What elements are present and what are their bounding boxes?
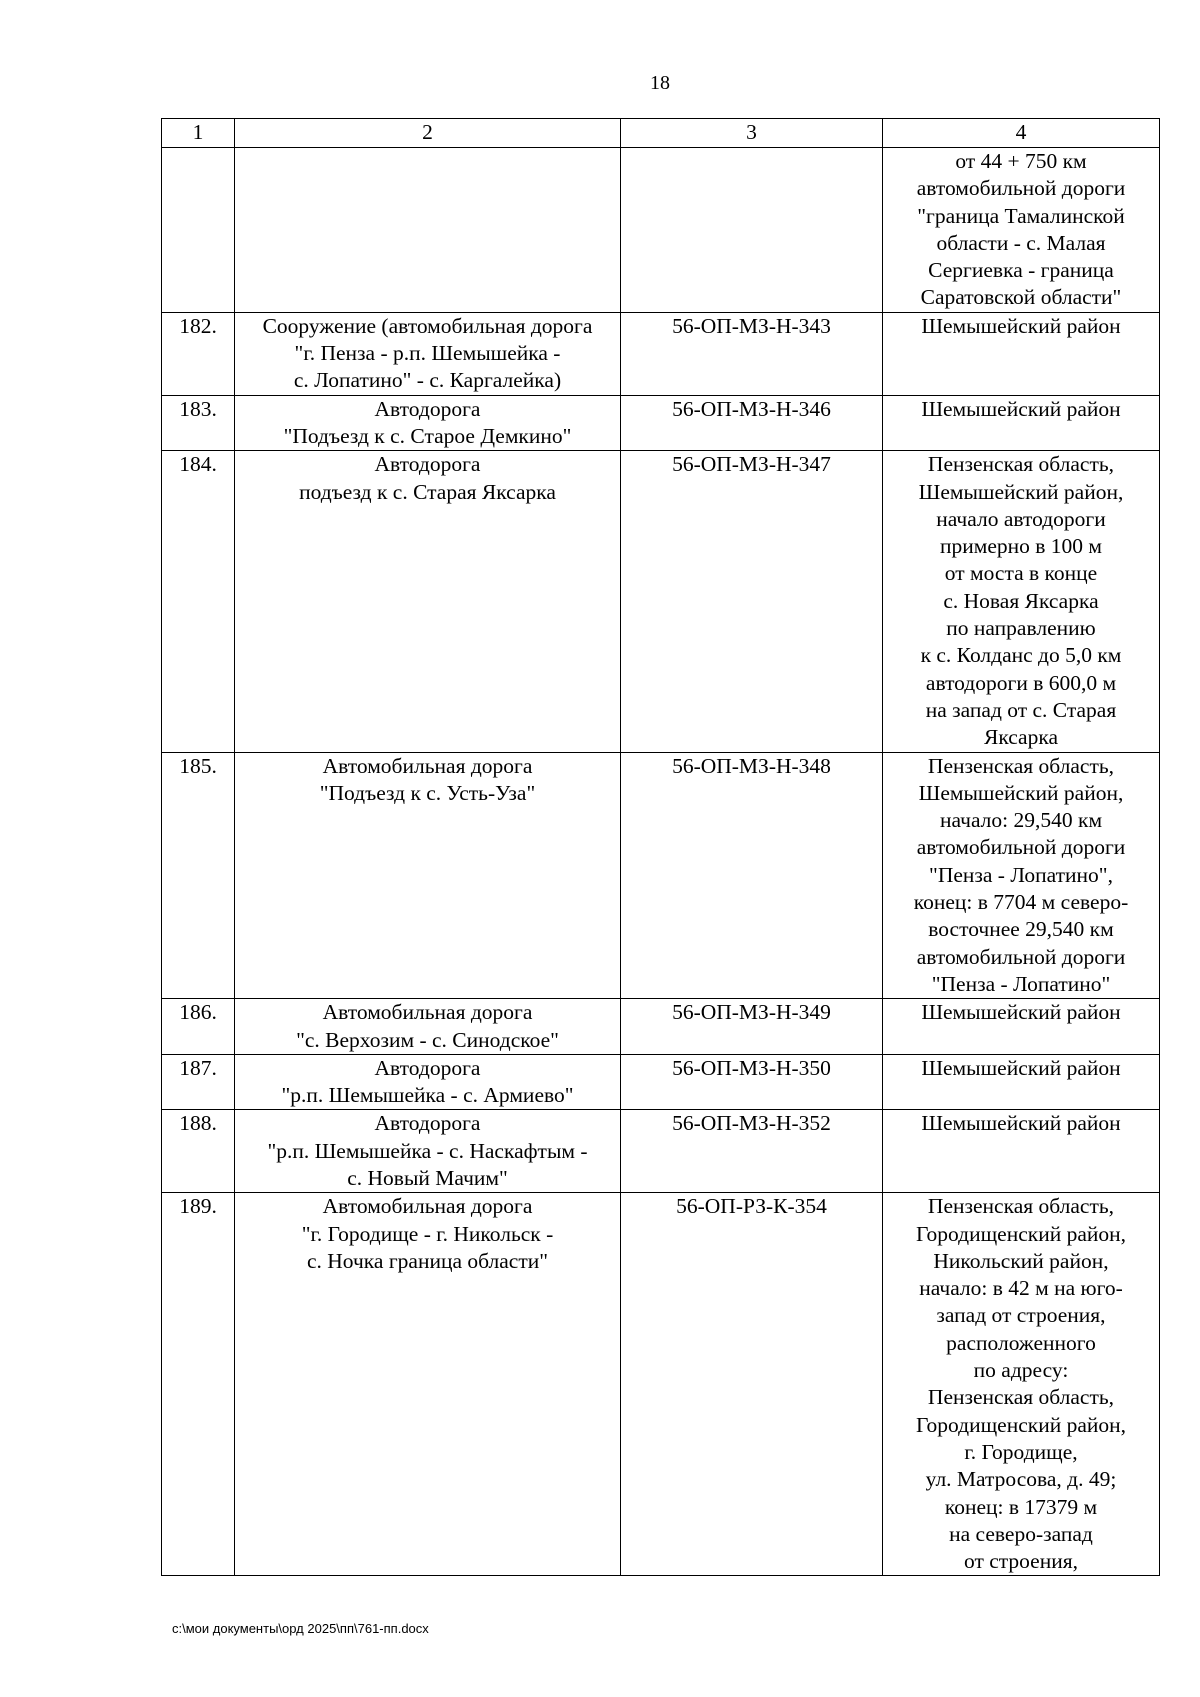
location-line: Пензенская область, bbox=[927, 753, 1115, 778]
row-number: 186. bbox=[162, 999, 235, 1055]
road-code-cell bbox=[621, 148, 883, 313]
location-line: автодороги в 600,0 м bbox=[925, 670, 1117, 695]
road-name-line: Сооружение (автомобильная дорога bbox=[262, 313, 593, 338]
row-number: 187. bbox=[162, 1054, 235, 1110]
location-cell bbox=[883, 395, 1160, 451]
location-line: расположенного bbox=[946, 1330, 1096, 1355]
location-line: начало: 29,540 км bbox=[939, 808, 1103, 833]
road-name-line: с. Ночка граница области" bbox=[306, 1248, 549, 1273]
location-cell bbox=[883, 451, 1160, 752]
location-line: "Пенза - Лопатино", bbox=[929, 862, 1113, 887]
location-line: Городищенский район, bbox=[915, 1412, 1127, 1437]
location-line: Никольский район, bbox=[933, 1248, 1109, 1273]
location-cell bbox=[883, 1054, 1160, 1110]
location-line: г. Городище, bbox=[964, 1439, 1078, 1464]
road-name-cell bbox=[235, 999, 621, 1055]
location-line: Городищенский район, bbox=[915, 1221, 1127, 1246]
road-name-line: "Подъезд к с. Усть-Уза" bbox=[319, 780, 536, 805]
road-name-cell bbox=[235, 1110, 621, 1193]
table-row bbox=[162, 1110, 1160, 1193]
table-row bbox=[162, 1193, 1160, 1576]
location-line: "граница Тамалинской bbox=[917, 203, 1125, 228]
table-row bbox=[162, 1054, 1160, 1110]
road-name-cell bbox=[235, 1054, 621, 1110]
location-line: от моста в конце bbox=[944, 561, 1098, 586]
location-line: Яксарка bbox=[983, 725, 1058, 750]
row-number: 189. bbox=[162, 1193, 235, 1576]
road-name-cell bbox=[235, 395, 621, 451]
location-cell bbox=[883, 1193, 1160, 1576]
road-name-cell bbox=[235, 312, 621, 395]
page-number: 18 bbox=[650, 72, 670, 94]
road-code-cell: 56-ОП-МЗ-Н-352 bbox=[621, 1110, 883, 1193]
road-code-cell: 56-ОП-МЗ-Н-348 bbox=[621, 752, 883, 999]
location-cell bbox=[883, 752, 1160, 999]
road-name-line: Автодорога bbox=[374, 396, 481, 421]
location-line: Саратовской области" bbox=[920, 285, 1122, 310]
column-header-1: 1 bbox=[162, 119, 235, 148]
row-number bbox=[162, 148, 235, 313]
road-name-line: "г. Городище - г. Никольск - bbox=[301, 1221, 554, 1246]
road-name-line: "Подъезд к с. Старое Демкино" bbox=[283, 423, 572, 448]
location-line: Шемышейский район, bbox=[918, 479, 1124, 504]
road-name-line: Автомобильная дорога bbox=[322, 1000, 533, 1025]
file-path-footer: c:\мои документы\орд 2025\пп\761-пп.docx bbox=[172, 1621, 429, 1636]
location-line: Пензенская область, bbox=[927, 452, 1115, 477]
roads-table bbox=[161, 118, 1160, 1576]
location-line: Пензенская область, bbox=[927, 1194, 1115, 1219]
road-name-line: "р.п. Шемышейка - с. Армиево" bbox=[281, 1083, 574, 1108]
road-code-cell: 56-ОП-МЗ-Н-343 bbox=[621, 312, 883, 395]
location-cell bbox=[883, 312, 1160, 395]
road-code-cell: 56-ОП-МЗ-Н-349 bbox=[621, 999, 883, 1055]
table-row bbox=[162, 752, 1160, 999]
road-name-line: с. Лопатино" - с. Каргалейка) bbox=[293, 368, 562, 393]
location-line: "Пенза - Лопатино" bbox=[931, 971, 1111, 996]
location-line: автомобильной дороги bbox=[916, 835, 1126, 860]
table-row bbox=[162, 999, 1160, 1055]
road-name-cell bbox=[235, 752, 621, 999]
road-code-cell: 56-ОП-РЗ-К-354 bbox=[621, 1193, 883, 1576]
road-name-line: "г. Пенза - р.п. Шемышейка - bbox=[294, 341, 561, 366]
road-code-cell: 56-ОП-МЗ-Н-347 bbox=[621, 451, 883, 752]
location-line: автомобильной дороги bbox=[916, 944, 1126, 969]
road-name-line: подъезд к с. Старая Яксарка bbox=[299, 479, 556, 504]
location-line: Шемышейский район bbox=[921, 396, 1121, 421]
road-name-cell bbox=[235, 451, 621, 752]
road-name-line: Автодорога bbox=[374, 1055, 481, 1080]
location-line: от 44 + 750 км bbox=[955, 149, 1087, 173]
row-number: 184. bbox=[162, 451, 235, 752]
road-name-line: Автомобильная дорога bbox=[322, 1194, 533, 1219]
row-number: 188. bbox=[162, 1110, 235, 1193]
road-code-cell: 56-ОП-МЗ-Н-346 bbox=[621, 395, 883, 451]
location-line: на запад от с. Старая bbox=[925, 697, 1117, 722]
location-line: Шемышейский район bbox=[921, 1000, 1121, 1025]
location-line: примерно в 100 м bbox=[939, 534, 1103, 559]
location-line: от строения, bbox=[963, 1549, 1079, 1574]
location-cell bbox=[883, 999, 1160, 1055]
column-header-2: 2 bbox=[235, 119, 621, 148]
location-line: по адресу: bbox=[973, 1358, 1069, 1383]
location-line: конец: в 17379 м bbox=[944, 1494, 1098, 1519]
location-line: Шемышейский район bbox=[921, 1055, 1121, 1080]
road-name-cell bbox=[235, 148, 621, 313]
table-row bbox=[162, 148, 1160, 313]
table-row bbox=[162, 451, 1160, 752]
table-row bbox=[162, 395, 1160, 451]
column-header-3: 3 bbox=[621, 119, 883, 148]
road-name-line: Автодорога bbox=[374, 452, 481, 477]
location-line: Шемышейский район bbox=[921, 1111, 1121, 1136]
location-line: с. Новая Яксарка bbox=[943, 588, 1099, 613]
row-number: 182. bbox=[162, 312, 235, 395]
location-line: запад от строения, bbox=[936, 1303, 1106, 1328]
location-line: Сергиевка - граница bbox=[928, 258, 1114, 283]
table-row bbox=[162, 312, 1160, 395]
location-line: на северо-запад bbox=[949, 1521, 1093, 1546]
road-name-cell bbox=[235, 1193, 621, 1576]
road-name-line: Автодорога bbox=[374, 1111, 481, 1136]
location-line: ул. Матросова, д. 49; bbox=[925, 1467, 1117, 1492]
location-line: по направлению bbox=[946, 616, 1096, 641]
location-line: к с. Колданс до 5,0 км bbox=[920, 643, 1122, 668]
row-number: 183. bbox=[162, 395, 235, 451]
road-name-line: "с. Верхозим - с. Синодское" bbox=[296, 1027, 559, 1052]
row-number: 185. bbox=[162, 752, 235, 999]
location-line: области - с. Малая bbox=[936, 230, 1106, 255]
location-line: начало автодороги bbox=[936, 506, 1106, 531]
location-line: Пензенская область, bbox=[927, 1385, 1115, 1410]
location-line: Шемышейский район bbox=[921, 313, 1121, 338]
location-line: начало: в 42 м на юго- bbox=[919, 1276, 1123, 1301]
location-line: Шемышейский район, bbox=[918, 780, 1124, 805]
location-line: автомобильной дороги bbox=[916, 176, 1126, 201]
road-name-line: с. Новый Мачим" bbox=[347, 1165, 508, 1190]
table-header-row bbox=[162, 119, 1160, 148]
road-name-line: Автомобильная дорога bbox=[322, 753, 533, 778]
location-cell bbox=[883, 148, 1160, 313]
location-cell bbox=[883, 1110, 1160, 1193]
location-line: конец: в 7704 м северо- bbox=[913, 890, 1129, 915]
column-header-4: 4 bbox=[883, 119, 1160, 148]
road-code-cell: 56-ОП-МЗ-Н-350 bbox=[621, 1054, 883, 1110]
road-name-line: "р.п. Шемышейка - с. Наскафтым - bbox=[267, 1138, 588, 1163]
location-line: восточнее 29,540 км bbox=[928, 917, 1114, 942]
